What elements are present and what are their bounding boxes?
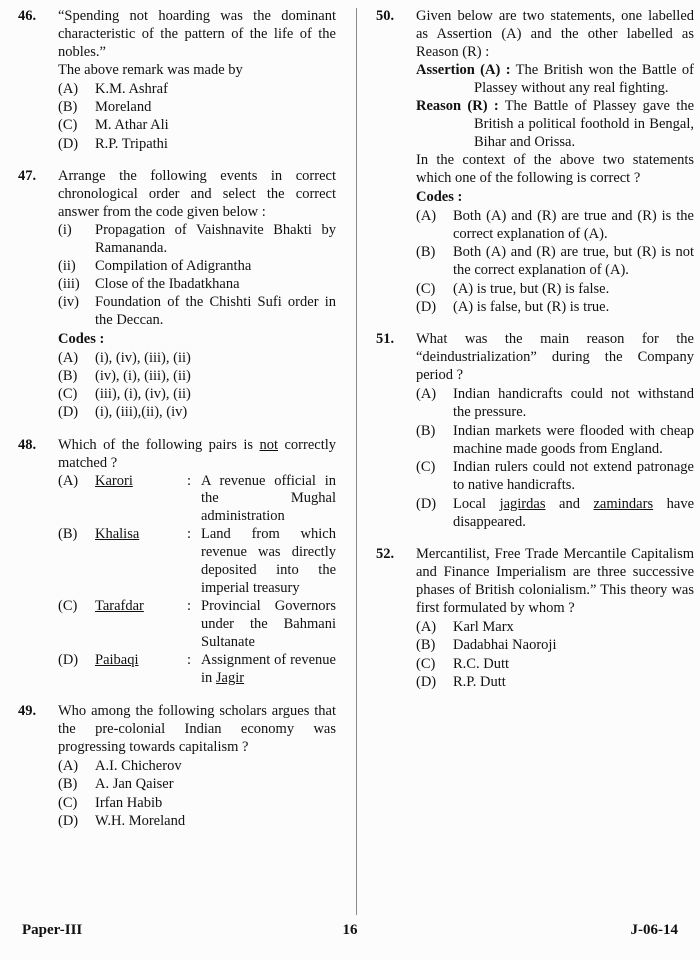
stem-emphasis-not: not [259, 436, 279, 453]
option-label: (B) [416, 422, 436, 439]
option-d[interactable] [58, 812, 336, 830]
option-label: (D) [58, 652, 79, 669]
option-label: (D) [58, 404, 79, 421]
option-text: Indian rulers could not extend patronage to native handicrafts. [453, 459, 694, 494]
pair-term: Khalisa [95, 526, 140, 543]
option-d[interactable] [416, 495, 694, 532]
option-emphasis-jagirdas: jagirdas [499, 495, 546, 512]
option-text: (A) is true, but (R) is false. [453, 280, 610, 297]
question-number: 52. [376, 546, 395, 563]
option-label: (B) [58, 526, 78, 543]
question-47 [18, 168, 336, 422]
question-52 [376, 546, 694, 691]
context-text: In the context of the above two statements which one of the following is correct ? [416, 151, 694, 186]
question-stem: Arrange the following events in correct chronological order and select the correct answer from the code given below : [58, 167, 336, 220]
option-label: (C) [58, 386, 78, 403]
option-b[interactable] [58, 526, 336, 598]
option-list [376, 385, 694, 531]
option-list [376, 207, 694, 317]
stem-part-2: correctly matched ? [58, 436, 337, 471]
option-label: (D) [58, 812, 79, 829]
roman-item-iii [58, 276, 336, 294]
option-label: (C) [58, 598, 78, 615]
option-d[interactable] [58, 135, 336, 153]
pair-term: Karori [95, 472, 133, 489]
left-column [18, 8, 336, 845]
option-label: (A) [58, 349, 79, 366]
option-label: (C) [58, 117, 78, 134]
roman-text: Compilation of Adigrantha [95, 257, 252, 274]
option-a[interactable] [416, 618, 694, 636]
option-c[interactable] [58, 385, 336, 403]
pair-colon: : [187, 598, 192, 615]
roman-item-i [58, 222, 336, 258]
option-b[interactable] [58, 775, 336, 793]
assertion-block [416, 62, 694, 98]
option-label: (A) [58, 80, 79, 97]
right-column [376, 8, 694, 706]
roman-text: Propagation of Vaishnavite Bhakti by Ramananda. [95, 221, 336, 256]
option-b[interactable] [58, 98, 336, 116]
option-text: Both (A) and (R) are true and (R) is the correct explanation of (A). [453, 207, 694, 242]
question-stem-line2: The above remark was made by [58, 61, 243, 78]
question-46 [18, 8, 336, 153]
roman-label: (i) [58, 221, 72, 238]
option-text: Indian markets were flooded with cheap machine made goods from England. [453, 422, 694, 457]
roman-text: Foundation of the Chishti Sufi order in the Deccan. [95, 293, 336, 328]
option-c[interactable] [416, 655, 694, 673]
pair-colon: : [187, 472, 192, 489]
question-stem: “Spending not hoarding was the dominant characteristic of the pattern of the life of the nobles.” [58, 8, 336, 60]
option-text: Dadabhai Naoroji [453, 637, 557, 654]
roman-label: (iv) [58, 293, 79, 310]
question-number: 48. [18, 436, 37, 453]
question-number: 49. [18, 703, 37, 720]
option-d[interactable] [416, 673, 694, 691]
footer-page-number: 16 [342, 922, 358, 938]
option-label: (A) [58, 758, 79, 775]
pair-description [201, 652, 336, 688]
option-label: (B) [416, 244, 436, 261]
option-c[interactable] [58, 598, 336, 652]
page-footer [18, 922, 682, 944]
option-label: (D) [58, 135, 79, 152]
option-part-3: have disappeared. [453, 495, 695, 530]
option-text: Karl Marx [453, 619, 514, 636]
pair-term: Tarafdar [95, 598, 144, 615]
option-text: M. Athar Ali [95, 117, 169, 134]
pair-colon: : [187, 526, 192, 543]
option-text: (A) is false, but (R) is true. [453, 298, 610, 315]
option-list [18, 757, 336, 830]
option-list [18, 80, 336, 153]
option-part-2: and [545, 495, 594, 512]
option-d[interactable] [58, 652, 336, 688]
option-text: W.H. Moreland [95, 812, 186, 829]
option-label: (A) [58, 472, 79, 489]
option-text: Irfan Habib [95, 794, 163, 811]
option-a[interactable] [58, 757, 336, 775]
option-label: (C) [58, 794, 78, 811]
option-label: (A) [416, 207, 437, 224]
option-label: (D) [416, 673, 437, 690]
option-c[interactable] [58, 116, 336, 134]
pair-term: Paibaqi [95, 652, 139, 669]
reason-block [416, 98, 694, 152]
question-stem: Who among the following scholars argues that the pre-colonial Indian economy was progressing towards capitalism ? [58, 703, 336, 756]
roman-label: (iii) [58, 275, 80, 292]
question-stem: What was the main reason for the “deindustrialization” during the Company period ? [416, 331, 694, 384]
reason-text: The Battle of Plassey gave the British a political foothold in Bengal, Bihar and Orissa. [474, 97, 695, 150]
option-a[interactable] [416, 385, 694, 422]
option-label: (B) [416, 637, 436, 654]
roman-item-iv [58, 294, 336, 330]
option-b[interactable] [58, 367, 336, 385]
option-text [453, 495, 694, 532]
option-text: R.P. Tripathi [95, 135, 168, 152]
option-a[interactable] [58, 473, 336, 527]
pair-description: A revenue official in the Mughal administration [201, 472, 336, 525]
option-a[interactable] [58, 349, 336, 367]
option-label: (B) [58, 367, 78, 384]
assertion-text: The British won the Battle of Plassey without any real fighting. [474, 61, 694, 96]
option-part-1: Local [453, 495, 500, 512]
option-label: (C) [416, 459, 436, 476]
option-list [18, 349, 336, 422]
option-text: Both (A) and (R) are true, but (R) is not the correct explanation of (A). [453, 244, 694, 279]
option-text: (iii), (i), (iv), (ii) [95, 386, 191, 403]
option-a[interactable] [416, 207, 694, 244]
option-label: (D) [416, 298, 437, 315]
stem-part-1: Which of the following pairs is [58, 436, 260, 453]
option-label: (B) [58, 99, 78, 116]
reason-label: Reason (R) : [416, 97, 499, 114]
roman-text: Close of the Ibadatkhana [95, 275, 240, 292]
question-stem [58, 437, 336, 473]
option-d[interactable] [416, 298, 694, 316]
pair-description: Provincial Governors under the Bahmani Sultanate [201, 598, 336, 651]
question-number: 47. [18, 167, 37, 184]
option-b[interactable] [416, 636, 694, 654]
option-text: A.I. Chicherov [95, 758, 182, 775]
option-text: (iv), (i), (iii), (ii) [95, 367, 191, 384]
pair-description: Land from which revenue was directly deposited into the imperial treasury [201, 526, 336, 597]
question-number: 50. [376, 8, 395, 24]
codes-label: Codes : [416, 188, 463, 205]
footer-code: J-06-14 [630, 922, 678, 938]
option-text: A. Jan Qaiser [95, 776, 174, 793]
option-label: (C) [416, 280, 436, 297]
option-text: (i), (iv), (iii), (ii) [95, 349, 191, 366]
pair-option-list [18, 473, 336, 689]
footer-paper-label: Paper-III [22, 922, 83, 938]
option-emphasis-zamindars: zamindars [593, 495, 654, 512]
option-label: (C) [416, 655, 436, 672]
pair-colon: : [187, 652, 192, 669]
question-stem: Given below are two statements, one labelled as Assertion (A) and the other labelled as Reason (R) : [416, 8, 694, 60]
assertion-label: Assertion (A) : [416, 61, 511, 78]
codes-label: Codes : [58, 330, 105, 347]
roman-list [18, 222, 336, 330]
question-50 [376, 8, 694, 316]
option-c[interactable] [58, 794, 336, 812]
option-text: Moreland [95, 99, 152, 116]
option-b[interactable] [416, 422, 694, 459]
desc-emphasis-jagir: Jagir [215, 670, 245, 687]
question-number: 46. [18, 8, 37, 24]
question-51 [376, 331, 694, 531]
desc-part-1: Assignment of revenue in [201, 652, 336, 687]
option-b[interactable] [416, 243, 694, 280]
roman-label: (ii) [58, 257, 76, 274]
option-label: (B) [58, 776, 78, 793]
option-text: K.M. Ashraf [95, 80, 168, 97]
option-c[interactable] [416, 280, 694, 298]
option-list [376, 618, 694, 691]
roman-item-ii [58, 258, 336, 276]
question-stem: Mercantilist, Free Trade Mercantile Capitalism and Finance Imperialism are three successive phases of British colonialism.” This theory was first formulated by whom ? [416, 546, 694, 617]
option-label: (D) [416, 495, 437, 512]
option-label: (A) [416, 386, 437, 403]
option-text: (i), (iii),(ii), (iv) [95, 404, 188, 421]
option-c[interactable] [416, 458, 694, 495]
question-48 [18, 437, 336, 689]
column-divider [356, 8, 357, 915]
option-text: Indian handicrafts could not withstand the pressure. [453, 386, 694, 421]
question-number: 51. [376, 331, 395, 348]
option-text: R.P. Dutt [453, 673, 506, 690]
option-d[interactable] [58, 403, 336, 421]
option-a[interactable] [58, 80, 336, 98]
option-label: (A) [416, 619, 437, 636]
question-49 [18, 703, 336, 830]
option-text: R.C. Dutt [453, 655, 509, 672]
